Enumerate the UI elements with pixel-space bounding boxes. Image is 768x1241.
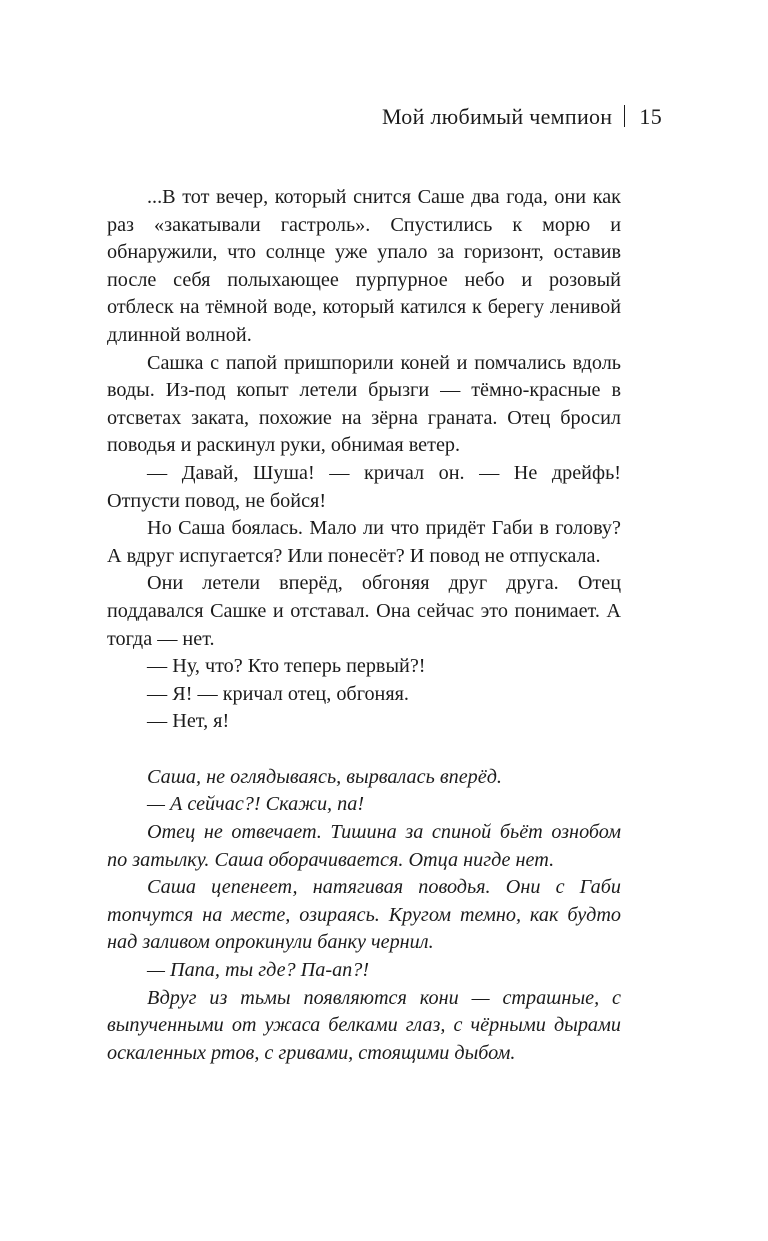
italic-paragraph: Отец не отвечает. Тишина за спиной бьёт ознобом по затылку. Саша оборачивается. Отца нигде нет. <box>107 821 621 871</box>
italic-paragraph: Саша, не оглядываясь, вырвалась вперёд. <box>147 765 502 788</box>
italic-paragraph: Вдруг из тьмы появляются кони — страшные, с выпученными от ужаса белками глаз, с чёрными дырами оскаленных ртов, с гривами, стоящими дыбом. <box>107 986 621 1064</box>
italic-paragraph: Саша цепенеет, натягивая поводья. Они с Габи топчутся на месте, озираясь. Кругом темно, как будто над заливом опрокинули банку чернил. <box>107 876 621 954</box>
paragraph: Они летели вперёд, обгоняя друг друга. Отец поддавался Сашке и отставал. Она сейчас это понимает. А тогда — нет. <box>107 572 621 650</box>
paragraph: Сашка с папой пришпорили коней и помчались вдоль воды. Из-под копыт летели брызги — тёмно-красные в отсветах заката, похожие на зёрна граната. Отец бросил поводья и раскинул руки, обнимая ветер. <box>107 351 621 457</box>
dialogue-line: — Я! — кричал отец, обгоняя. <box>147 682 409 705</box>
page-number: 15 <box>639 104 662 129</box>
running-header <box>0 102 662 132</box>
dialogue-line: — Нет, я! <box>147 710 230 733</box>
header-separator <box>624 105 625 127</box>
dialogue-line: — Ну, что? Кто теперь первый?! <box>147 655 426 678</box>
book-title: Мой любимый чемпион <box>381 104 613 129</box>
italic-dialogue-line: — А сейчас?! Скажи, па! <box>147 793 365 816</box>
paragraph: Но Саша боялась. Мало ли что придёт Габи в голову? А вдруг испугается? Или понесёт? И повод не отпускала. <box>107 517 621 567</box>
paragraph: ...В тот вечер, который снится Саше два года, они как раз «закатывали гастроль». Спустились к морю и обнаружили, что солнце уже упало за горизонт, оставив после себя полыхающее пурпурное небо и розовый отблеск на тёмной воде, который катился к берегу ленивой длинной волной. <box>107 186 621 346</box>
body-text <box>107 184 621 1067</box>
section-break <box>107 736 621 764</box>
italic-dialogue-line: — Папа, ты где? Па-ап?! <box>147 959 370 982</box>
dialogue-line: — Давай, Шуша! — кричал он. — Не дрейфь! Отпусти повод, не бойся! <box>107 461 621 512</box>
